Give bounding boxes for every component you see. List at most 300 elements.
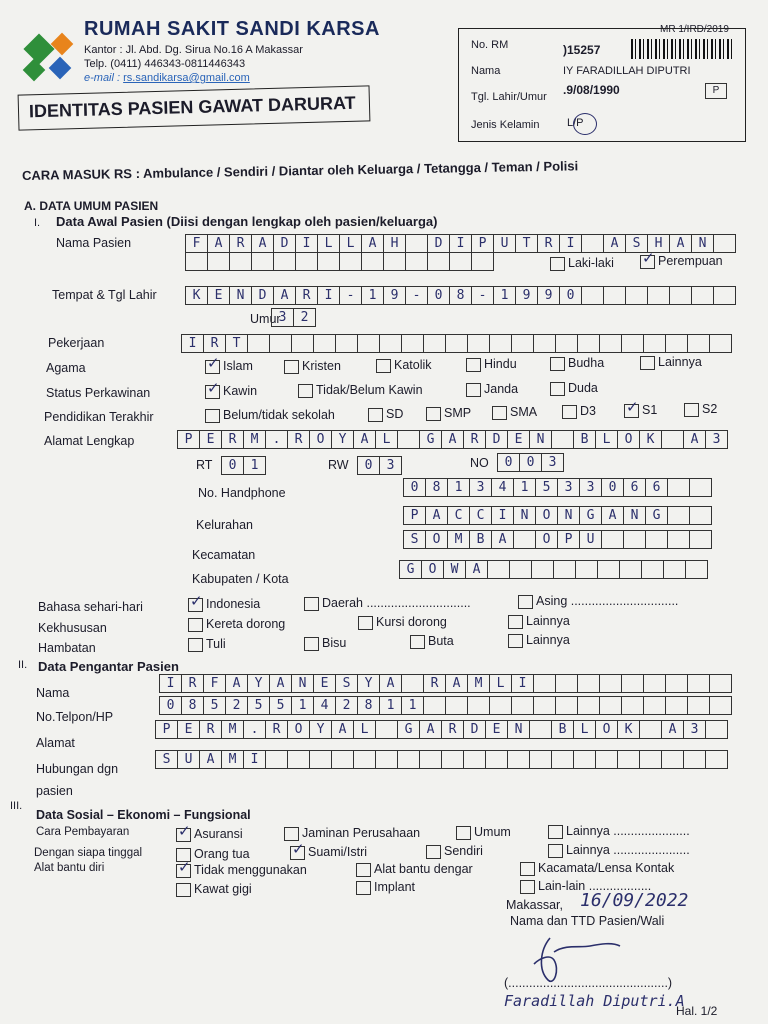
tinggal-lainnya-label: Lainnya ...................... xyxy=(566,843,690,857)
status-kawin-checkbox[interactable] xyxy=(205,385,220,399)
agama-budha-checkbox[interactable] xyxy=(550,357,565,371)
bahasa-asing-checkbox[interactable] xyxy=(518,595,533,609)
char-cell xyxy=(287,750,310,769)
pendidikan-smp[interactable] xyxy=(426,406,471,421)
agama-hindu-label: Hindu xyxy=(484,357,517,371)
char-cell: E xyxy=(485,720,508,739)
pendidikan-sd-checkbox[interactable] xyxy=(368,408,383,422)
bayar-jaminan-checkbox[interactable] xyxy=(284,827,299,841)
char-cell: 1 xyxy=(493,286,516,305)
section-ii-num: II. xyxy=(18,659,28,671)
char-cell xyxy=(533,334,556,353)
char-cell xyxy=(621,674,644,693)
bayar-label: Cara Pembayaran xyxy=(36,826,130,838)
sign-place: Makassar, xyxy=(506,898,563,912)
alat-implant-label: Implant xyxy=(374,880,415,894)
agama-label: Agama xyxy=(46,361,86,375)
alat-dengar-checkbox[interactable] xyxy=(356,863,371,877)
char-cell: M xyxy=(447,530,470,549)
pendidikan-d3[interactable] xyxy=(562,404,596,419)
char-cell: 2 xyxy=(335,696,358,715)
char-cell xyxy=(643,334,666,353)
bahasa-indonesia[interactable] xyxy=(188,597,260,612)
bayar-umum-checkbox[interactable] xyxy=(456,826,471,840)
char-cell xyxy=(687,696,710,715)
char-cell: O xyxy=(421,560,444,579)
char-cell: A xyxy=(361,234,384,253)
tinggal-sendiri-checkbox[interactable] xyxy=(426,845,441,859)
hambatan-bisu-label: Bisu xyxy=(322,636,347,650)
agama-hindu-checkbox[interactable] xyxy=(466,358,481,372)
char-cell xyxy=(401,334,424,353)
char-cell xyxy=(507,750,530,769)
alat-lainlain-label: Lain-lain .................. xyxy=(538,879,652,893)
pendidikan-s1[interactable] xyxy=(624,403,657,418)
char-cell xyxy=(687,674,710,693)
hambatan-tuli-label: Tuli xyxy=(206,637,226,651)
status-janda-checkbox[interactable] xyxy=(466,383,481,397)
agama-katolik-checkbox[interactable] xyxy=(376,359,391,373)
hospital-address: Kantor : Jl. Abd. Dg. Sirua No.16 A Makassar xyxy=(84,44,303,56)
bahasa-label: Bahasa sehari-hari xyxy=(38,600,143,614)
tinggal-lainnya[interactable] xyxy=(548,843,690,858)
char-cell: G xyxy=(579,506,602,525)
char-cell: 1 xyxy=(513,478,536,497)
char-cell: A xyxy=(419,720,442,739)
char-cell: R xyxy=(295,286,318,305)
char-cell: E xyxy=(177,720,200,739)
pengantar-telp-grid[interactable] xyxy=(160,696,732,715)
char-cell: R xyxy=(441,720,464,739)
alat-lainlain-checkbox[interactable] xyxy=(520,880,535,894)
char-cell: P xyxy=(155,720,178,739)
alamat-grid[interactable] xyxy=(178,430,728,449)
char-cell xyxy=(533,674,556,693)
char-cell xyxy=(665,334,688,353)
status-duda-checkbox[interactable] xyxy=(550,382,565,396)
char-cell xyxy=(691,286,714,305)
char-cell: U xyxy=(493,234,516,253)
char-cell: R xyxy=(221,430,244,449)
char-cell: 0 xyxy=(559,286,582,305)
alat-kacamata-label: Kacamata/Lensa Kontak xyxy=(538,861,675,875)
char-cell: 1 xyxy=(291,696,314,715)
char-cell: A xyxy=(379,674,402,693)
char-cell: 3 xyxy=(271,308,294,327)
char-cell xyxy=(643,696,666,715)
char-cell: A xyxy=(603,234,626,253)
char-cell: 0 xyxy=(403,478,426,497)
char-cell: Y xyxy=(357,674,380,693)
bahasa-daerah[interactable] xyxy=(304,596,471,611)
char-cell: D xyxy=(463,720,486,739)
char-cell xyxy=(689,506,712,525)
char-cell: B xyxy=(469,530,492,549)
char-cell: 5 xyxy=(247,696,270,715)
char-cell: 0 xyxy=(221,456,244,475)
char-cell: N xyxy=(623,506,646,525)
char-cell xyxy=(705,750,728,769)
kekhususan-lainnya-checkbox[interactable] xyxy=(508,615,523,629)
char-cell: C xyxy=(447,506,470,525)
agama-islam-checkbox[interactable] xyxy=(205,360,220,374)
char-cell: P xyxy=(403,506,426,525)
rw-grid[interactable] xyxy=(358,456,402,475)
char-cell: U xyxy=(579,530,602,549)
char-cell xyxy=(185,252,208,271)
tinggal-label: Dengan siapa tinggal xyxy=(34,847,143,859)
char-cell xyxy=(529,720,552,739)
char-cell: G xyxy=(645,506,668,525)
char-cell: . xyxy=(243,720,266,739)
kekhususan-kereta-label: Kereta dorong xyxy=(206,617,286,631)
char-cell xyxy=(623,530,646,549)
char-cell xyxy=(669,286,692,305)
char-cell xyxy=(687,334,710,353)
bayar-umum[interactable] xyxy=(456,825,511,840)
tgl-value: .9/08/1990 xyxy=(563,83,620,97)
char-cell xyxy=(689,530,712,549)
char-cell: A xyxy=(331,720,354,739)
ttl-grid[interactable] xyxy=(186,286,736,305)
email-link[interactable]: rs.sandikarsa@gmail.com xyxy=(123,72,250,84)
char-cell xyxy=(397,750,420,769)
pengantar-hubungan-grid[interactable] xyxy=(156,750,728,769)
char-cell xyxy=(577,334,600,353)
char-cell: N xyxy=(557,506,580,525)
hospital-logo-icon xyxy=(22,34,82,84)
kabupaten-label: Kabupaten / Kota xyxy=(192,572,289,586)
pendidikan-belum[interactable] xyxy=(205,408,335,423)
kecamatan-grid[interactable] xyxy=(404,530,712,549)
char-cell: 1 xyxy=(361,286,384,305)
char-cell: F xyxy=(203,674,226,693)
bayar-asuransi-label: Asuransi xyxy=(194,827,243,841)
tgl-badge: P xyxy=(705,83,727,99)
agama-kristen-checkbox[interactable] xyxy=(284,360,299,374)
pekerjaan-grid[interactable] xyxy=(182,334,732,353)
alat-kacamata-checkbox[interactable] xyxy=(520,862,535,876)
section-i-title: Data Awal Pasien (Diisi dengan lengkap oleh pasien/keluarga) xyxy=(56,214,438,229)
char-cell: 5 xyxy=(269,696,292,715)
char-cell: L xyxy=(489,674,512,693)
alat-dengar[interactable] xyxy=(356,862,473,877)
char-cell: 9 xyxy=(383,286,406,305)
char-cell: 8 xyxy=(357,696,380,715)
tinggal-sendiri[interactable] xyxy=(426,844,483,859)
kekhususan-kursi-checkbox[interactable] xyxy=(358,616,373,630)
char-cell xyxy=(661,750,684,769)
bayar-lainnya-label: Lainnya ...................... xyxy=(566,824,690,838)
pendidikan-sma-checkbox[interactable] xyxy=(492,406,507,420)
char-cell xyxy=(449,252,472,271)
kabupaten-grid[interactable] xyxy=(400,560,708,579)
pendidikan-sma[interactable] xyxy=(492,405,537,420)
char-cell xyxy=(467,334,490,353)
gender-laki-checkbox[interactable] xyxy=(550,257,565,271)
hp-grid[interactable] xyxy=(404,478,712,497)
char-cell xyxy=(577,674,600,693)
char-cell xyxy=(555,334,578,353)
agama-kristen[interactable] xyxy=(284,359,341,374)
char-cell: O xyxy=(595,720,618,739)
umur-label: Umur xyxy=(250,312,281,326)
char-cell xyxy=(361,252,384,271)
char-cell xyxy=(713,286,736,305)
char-cell: N xyxy=(513,506,536,525)
bahasa-daerah-checkbox[interactable] xyxy=(304,597,319,611)
char-cell xyxy=(269,334,292,353)
char-cell xyxy=(317,252,340,271)
bayar-asuransi[interactable] xyxy=(176,827,243,842)
alat-kawat[interactable] xyxy=(176,882,252,897)
jk-label: Jenis Kelamin xyxy=(471,119,540,131)
char-cell xyxy=(511,334,534,353)
status-tidak-kawin[interactable] xyxy=(298,383,423,398)
pendidikan-d3-checkbox[interactable] xyxy=(562,405,577,419)
pendidikan-s2[interactable] xyxy=(684,402,717,417)
status-kawin[interactable] xyxy=(205,384,257,399)
char-cell: O xyxy=(425,530,448,549)
char-cell: H xyxy=(383,234,406,253)
char-cell: 3 xyxy=(557,478,580,497)
char-cell xyxy=(273,252,296,271)
alat-tidak-label: Tidak menggunakan xyxy=(194,863,307,877)
rt-grid[interactable] xyxy=(222,456,266,475)
char-cell: R xyxy=(181,674,204,693)
bayar-asuransi-checkbox[interactable] xyxy=(176,828,191,842)
status-label: Status Perkawinan xyxy=(46,386,151,400)
hambatan-bisu-checkbox[interactable] xyxy=(304,637,319,651)
pendidikan-belum-checkbox[interactable] xyxy=(205,409,220,423)
status-janda-label: Janda xyxy=(484,382,519,396)
nama-value: IY FARADILLAH DIPUTRI xyxy=(563,65,691,77)
char-cell: - xyxy=(405,286,428,305)
char-cell xyxy=(667,530,690,549)
char-cell: F xyxy=(185,234,208,253)
kekhususan-kereta-checkbox[interactable] xyxy=(188,618,203,632)
char-cell: Y xyxy=(309,720,332,739)
char-cell xyxy=(709,674,732,693)
bayar-lainnya[interactable] xyxy=(548,824,690,839)
hambatan-tuli[interactable] xyxy=(188,637,226,652)
pendidikan-s2-checkbox[interactable] xyxy=(684,403,699,417)
char-cell: E xyxy=(199,430,222,449)
char-cell: B xyxy=(551,720,574,739)
char-cell: A xyxy=(441,430,464,449)
char-cell: 2 xyxy=(293,308,316,327)
pengantar-alamat-grid[interactable] xyxy=(156,720,728,739)
pendidikan-smp-label: SMP xyxy=(444,406,472,420)
char-cell: 0 xyxy=(357,456,380,475)
char-cell xyxy=(441,750,464,769)
char-cell: D xyxy=(251,286,274,305)
umur-grid[interactable] xyxy=(272,308,316,327)
agama-lainnya[interactable] xyxy=(640,355,702,370)
char-cell: S xyxy=(335,674,358,693)
char-cell: 5 xyxy=(203,696,226,715)
char-cell: 3 xyxy=(469,478,492,497)
bayar-umum-label: Umum xyxy=(474,825,511,839)
char-cell xyxy=(597,560,620,579)
char-cell: 6 xyxy=(623,478,646,497)
char-cell: E xyxy=(313,674,336,693)
char-cell: L xyxy=(573,720,596,739)
sign-ttd-label: Nama dan TTD Pasien/Wali xyxy=(510,914,665,928)
pendidikan-s1-checkbox[interactable] xyxy=(624,404,639,418)
kekhususan-lainnya[interactable] xyxy=(508,614,570,629)
char-cell: A xyxy=(683,430,706,449)
hp-label: No. Handphone xyxy=(198,486,286,500)
gender-perempuan-checkbox[interactable] xyxy=(640,255,655,269)
kekhususan-kursi[interactable] xyxy=(358,615,447,630)
char-cell xyxy=(689,478,712,497)
char-cell: I xyxy=(181,334,204,353)
section-iii-num: III. xyxy=(10,800,23,812)
rt-label: RT xyxy=(196,458,213,472)
status-janda[interactable] xyxy=(466,382,518,397)
char-cell: R xyxy=(423,674,446,693)
char-cell xyxy=(379,334,402,353)
tinggal-suami-checkbox[interactable] xyxy=(290,846,305,860)
status-tidak-kawin-label: Tidak/Belum Kawin xyxy=(316,383,423,397)
signed-name: Faradillah Diputri.A xyxy=(504,992,685,1010)
char-cell xyxy=(427,252,450,271)
agama-budha[interactable] xyxy=(550,356,604,371)
char-cell xyxy=(641,560,664,579)
bahasa-indonesia-checkbox[interactable] xyxy=(188,598,203,612)
char-cell: L xyxy=(317,234,340,253)
char-cell xyxy=(617,750,640,769)
char-cell: A xyxy=(669,234,692,253)
pendidikan-sma-label: SMA xyxy=(510,405,538,419)
agama-katolik-label: Katolik xyxy=(394,358,432,372)
bayar-jaminan-label: Jaminan Perusahaan xyxy=(302,826,421,840)
char-cell: 0 xyxy=(427,286,450,305)
hambatan-label: Hambatan xyxy=(38,641,96,655)
char-cell: P xyxy=(177,430,200,449)
char-cell: L xyxy=(353,720,376,739)
char-cell: 1 xyxy=(379,696,402,715)
hambatan-buta[interactable] xyxy=(410,634,454,649)
char-cell xyxy=(357,334,380,353)
char-cell: A xyxy=(445,674,468,693)
char-cell xyxy=(705,720,728,739)
char-cell: O xyxy=(535,530,558,549)
hambatan-lainnya-checkbox[interactable] xyxy=(508,634,523,648)
gender-perempuan[interactable] xyxy=(640,254,723,269)
barcode-icon xyxy=(631,39,735,59)
agama-lainnya-checkbox[interactable] xyxy=(640,356,655,370)
no-grid[interactable] xyxy=(498,453,564,472)
section-iii-title: Data Sosial – Ekonomi – Fungsional xyxy=(36,808,251,822)
hambatan-bisu[interactable] xyxy=(304,636,346,651)
status-tidak-kawin-checkbox[interactable] xyxy=(298,384,313,398)
char-cell xyxy=(639,720,662,739)
char-cell: R xyxy=(199,720,222,739)
email-label: e-mail : xyxy=(84,72,121,84)
alat-tidak-checkbox[interactable] xyxy=(176,864,191,878)
hambatan-lainnya[interactable] xyxy=(508,633,570,648)
agama-katolik[interactable] xyxy=(376,358,432,373)
char-cell: I xyxy=(559,234,582,253)
char-cell: A xyxy=(465,560,488,579)
kekhususan-lainnya-label: Lainnya xyxy=(526,614,570,628)
pengantar-alamat-label: Alamat xyxy=(36,736,75,750)
alat-implant-checkbox[interactable] xyxy=(356,881,371,895)
bayar-lainnya-checkbox[interactable] xyxy=(548,825,563,839)
hambatan-buta-checkbox[interactable] xyxy=(410,635,425,649)
tinggal-sendiri-label: Sendiri xyxy=(444,844,483,858)
char-cell: A xyxy=(251,234,274,253)
char-cell: O xyxy=(287,720,310,739)
kekhususan-kereta[interactable] xyxy=(188,617,285,632)
agama-hindu[interactable] xyxy=(466,357,517,372)
hambatan-tuli-checkbox[interactable] xyxy=(188,638,203,652)
char-cell: S xyxy=(403,530,426,549)
char-cell: 3 xyxy=(541,453,564,472)
pendidikan-sd[interactable] xyxy=(368,407,403,422)
alat-tidak[interactable] xyxy=(176,863,307,878)
char-cell: G xyxy=(399,560,422,579)
char-cell: R xyxy=(287,430,310,449)
alat-kawat-checkbox[interactable] xyxy=(176,883,191,897)
char-cell xyxy=(601,530,624,549)
char-cell: R xyxy=(537,234,560,253)
bahasa-asing[interactable] xyxy=(518,594,678,609)
form-title: IDENTITAS PASIEN GAWAT DARURAT xyxy=(28,92,356,122)
nama-pasien-label: Nama Pasien xyxy=(56,236,132,250)
char-cell xyxy=(265,750,288,769)
char-cell xyxy=(375,720,398,739)
char-cell: B xyxy=(573,430,596,449)
char-cell: 0 xyxy=(601,478,624,497)
tinggal-lainnya-checkbox[interactable] xyxy=(548,844,563,858)
kecamatan-label: Kecamatan xyxy=(192,548,256,562)
char-cell xyxy=(551,750,574,769)
kelurahan-grid[interactable] xyxy=(404,506,712,525)
page-number: Hal. 1/2 xyxy=(676,1004,718,1018)
char-cell xyxy=(603,286,626,305)
pengantar-nama-grid[interactable] xyxy=(160,674,732,693)
alat-kacamata[interactable] xyxy=(520,861,674,876)
status-duda[interactable] xyxy=(550,381,598,396)
char-cell xyxy=(665,674,688,693)
agama-islam-label: Islam xyxy=(223,359,253,373)
char-cell: G xyxy=(397,720,420,739)
char-cell: A xyxy=(491,530,514,549)
char-cell: I xyxy=(491,506,514,525)
pendidikan-smp-checkbox[interactable] xyxy=(426,407,441,421)
char-cell: 0 xyxy=(159,696,182,715)
char-cell xyxy=(625,286,648,305)
char-cell: K xyxy=(617,720,640,739)
char-cell xyxy=(353,750,376,769)
bayar-jaminan[interactable] xyxy=(284,826,420,841)
char-cell: 9 xyxy=(515,286,538,305)
char-cell: 3 xyxy=(579,478,602,497)
char-cell: 2 xyxy=(225,696,248,715)
agama-islam[interactable] xyxy=(205,359,253,374)
tinggal-suami[interactable] xyxy=(290,845,367,860)
pengantar-telp-label: No.Telpon/HP xyxy=(36,710,114,724)
alat-implant[interactable] xyxy=(356,880,415,895)
gender-laki[interactable] xyxy=(550,256,614,271)
patient-label-box xyxy=(458,28,746,142)
char-cell: 0 xyxy=(519,453,542,472)
char-cell: D xyxy=(427,234,450,253)
sign-date: 16/09/2022 xyxy=(580,890,689,911)
